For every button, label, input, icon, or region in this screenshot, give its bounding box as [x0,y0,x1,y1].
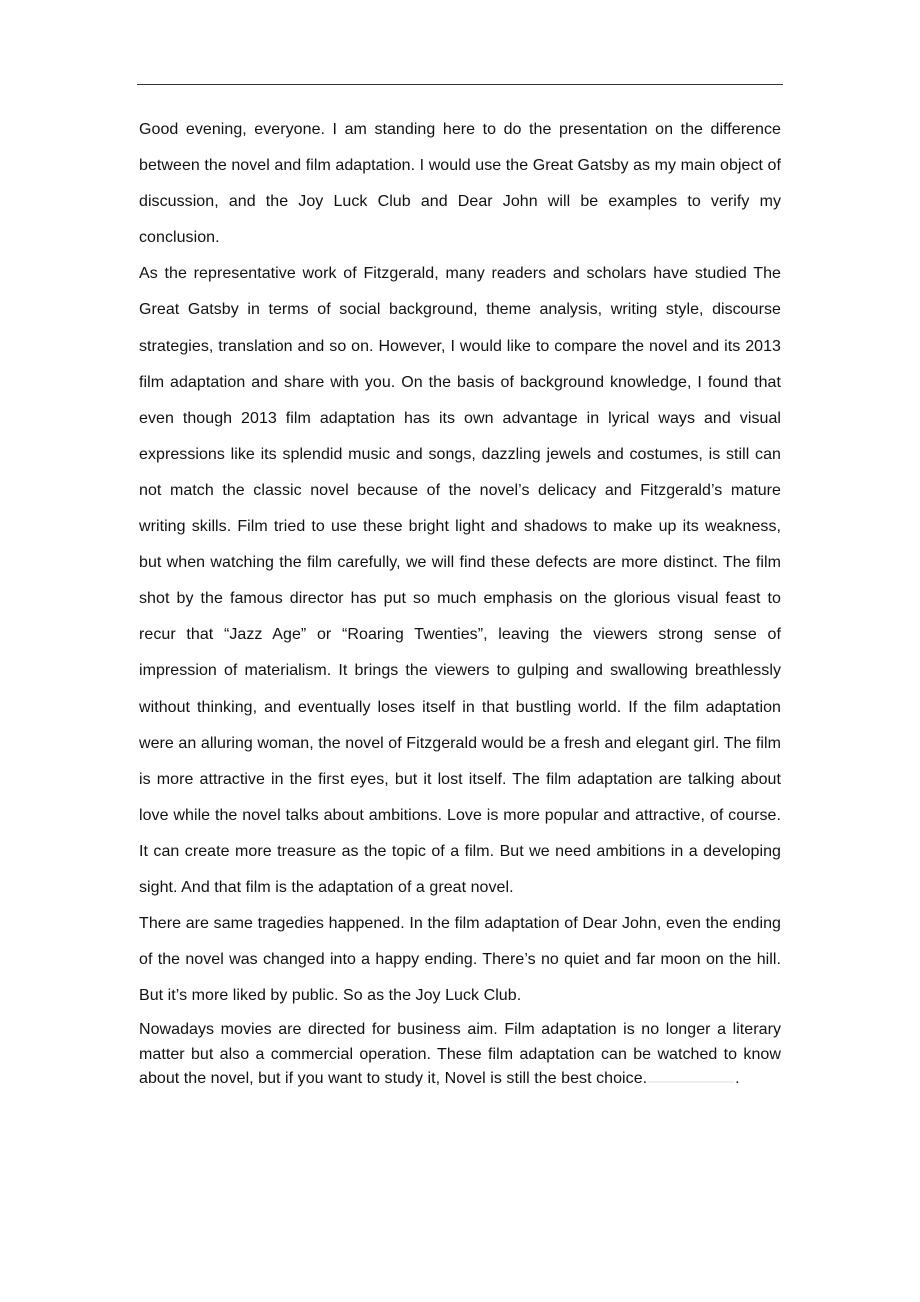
paragraph-gatsby-comparison: As the representative work of Fitzgerald, many readers and scholars have studied The Great Gatsby in terms of social background, theme analysis, writing style, discourse strategies, translation and so on. However, I would like to compare the novel and its 2013 film adaptation and share with you. On the basis of background knowledge, I found that even though 2013 film adaptation has its own advantage in lyrical ways and visual expressions like its splendid music and songs, dazzling jewels and costumes, is still can not match the classic novel because of the novel’s delicacy and Fitzgerald’s mature writing skills. Film tried to use these bright light and shadows to make up its weakness, but when watching the film carefully, we will find these defects are more distinct. The film shot by the famous director has put so much emphasis on the glorious visual feast to recur that “Jazz Age” or “Roaring Twenties”, leaving the viewers strong sense of impression of materialism. It brings the viewers to gulping and swallowing breathlessly without thinking, and eventually loses itself in that bustling world. If the film adaptation were an alluring woman, the novel of Fitzgerald would be a fresh and elegant girl. The film is more attractive in the first eyes, but it lost itself. The film adaptation are talking about love while the novel talks about ambitions. Love is more popular and attractive, of course. It can create more treasure as the topic of a film. But we need ambitions in a developing sight. And that film is the adaptation of a great novel. [139,265,781,896]
paragraph-conclusion [139,1018,781,1091]
conclusion-text: Nowadays movies are directed for business aim. Film adaptation is no longer a literary matter but also a commercial operation. These film adaptation can be watched to know about the novel, but if you want to study it, Novel is still the best [139,1021,781,1087]
conclusion-last-word: choice. [596,1069,648,1087]
header-rule [137,84,783,85]
blank-underline [648,1081,734,1083]
paragraph-dear-john: There are same tragedies happened. In the film adaptation of Dear John, even the ending of the novel was changed into a happy ending. There’s no quiet and far moon on the hill. But it’s more liked by public. So as the Joy Luck Club. [139,915,781,1005]
end-mark: . [735,1069,740,1087]
document-body [139,112,781,1091]
paragraph-intro: Good evening, everyone. I am standing here to do the presentation on the difference between the novel and film adaptation. I would use the Great Gatsby as my main object of discussion, and the Joy Luck Club and Dear John will be examples to verify my conclusion. [139,121,781,247]
